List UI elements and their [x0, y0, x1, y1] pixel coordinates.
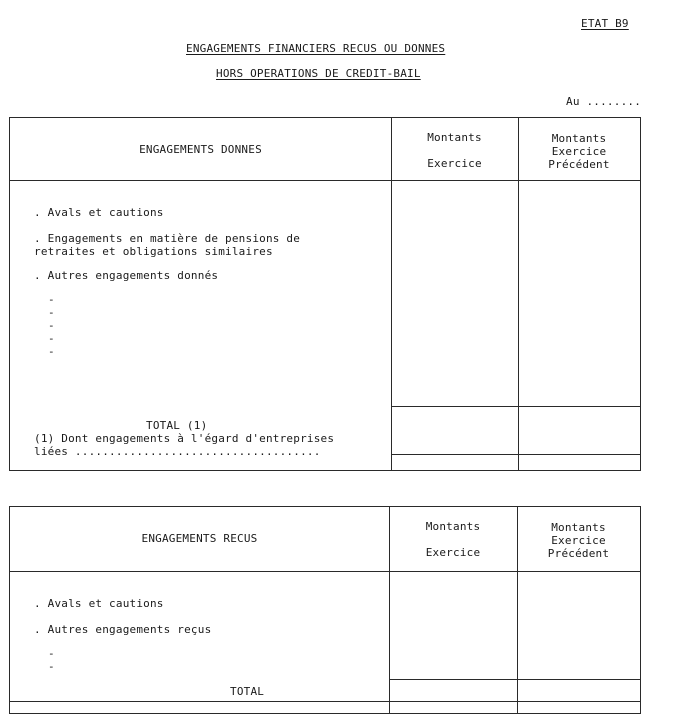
row-pensions-line2: retraites et obligations similaires — [34, 245, 273, 258]
total-separator — [391, 406, 640, 407]
blank-line-dash: - — [48, 293, 55, 306]
blank-line-dash: - — [48, 345, 55, 358]
row-guarantees: . Avals et cautions — [34, 206, 164, 219]
col-header-previous-year-line2: Exercice — [551, 145, 607, 158]
col-header-current-year — [389, 520, 517, 559]
col-header-current-year-line1: Montants — [427, 131, 482, 144]
col-header-previous-year-line3: Précédent — [547, 547, 610, 560]
total-given-label: TOTAL (1) — [146, 419, 208, 432]
footnote-line2: liées .................................... — [34, 445, 321, 458]
row-other-given: . Autres engagements donnés — [34, 269, 219, 282]
col-header-current-year-line1: Montants — [425, 520, 481, 533]
col-header-previous-year — [517, 521, 640, 560]
document-title-line-2: HORS OPERATIONS DE CREDIT-BAIL — [216, 67, 421, 80]
total-received-label: TOTAL — [230, 685, 265, 698]
col-header-previous-year — [518, 132, 640, 171]
row-other-received: . Autres engagements reçus — [34, 623, 212, 636]
col-header-previous-year-line1: Montants — [551, 521, 606, 534]
header-separator — [10, 571, 640, 572]
row-pensions-line1: . Engagements en matière de pensions de — [34, 232, 301, 245]
document-title-line-1: ENGAGEMENTS FINANCIERS RECUS OU DONNES — [186, 42, 446, 55]
col-header-given: ENGAGEMENTS DONNES — [139, 143, 262, 156]
blank-line-dash: - — [48, 306, 55, 319]
col-header-current-year-line2: Exercice — [425, 546, 481, 559]
blank-line-dash: - — [48, 319, 55, 332]
given-commitments-table — [9, 117, 641, 471]
total-separator — [389, 679, 640, 680]
footnote-line1: (1) Dont engagements à l'égard d'entreprises — [34, 432, 335, 445]
blank-line-dash: - — [48, 332, 55, 345]
state-identifier: ETAT B9 — [581, 17, 629, 30]
blank-line-dash: - — [48, 647, 55, 660]
col-header-current-year-line2: Exercice — [427, 157, 482, 170]
date-field: Au ........ — [566, 95, 642, 108]
column-divider — [391, 118, 392, 470]
col-header-current-year — [391, 131, 518, 170]
row-guarantees: . Avals et cautions — [34, 597, 164, 610]
col-header-previous-year-line3: Précédent — [548, 158, 610, 171]
blank-line-dash: - — [48, 660, 55, 673]
col-header-received: ENGAGEMENTS RECUS — [141, 532, 258, 545]
col-header-previous-year-line1: Montants — [551, 132, 607, 145]
footnote-separator — [391, 454, 640, 455]
col-header-previous-year-line2: Exercice — [551, 534, 606, 547]
total-bottom-line — [10, 701, 640, 702]
header-separator — [10, 180, 640, 181]
received-commitments-table — [9, 506, 641, 714]
